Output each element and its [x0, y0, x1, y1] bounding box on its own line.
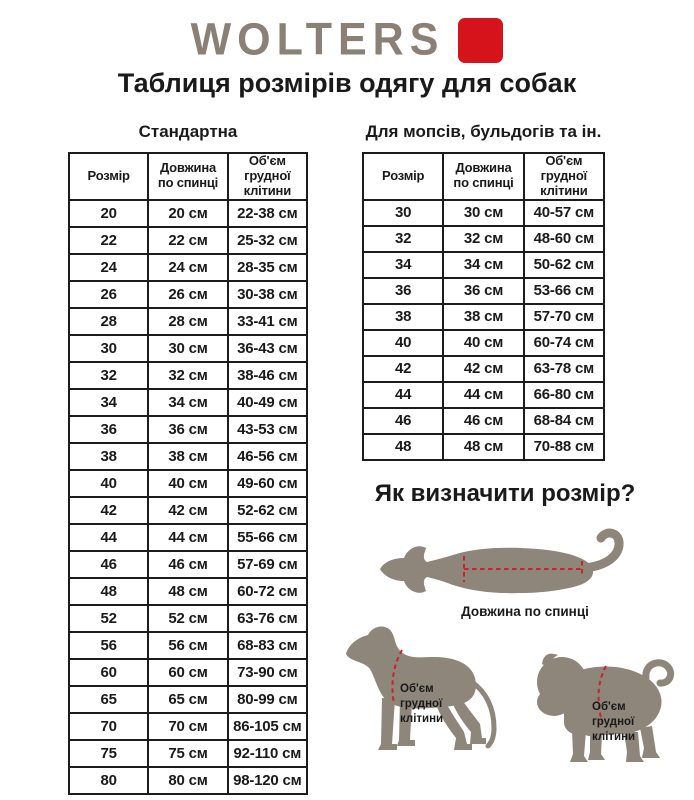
bulldog-front-leg-shape [570, 730, 588, 762]
size-cell: 24 [69, 254, 148, 281]
column-header: Довжина по спинці [148, 153, 227, 200]
size-row [363, 382, 604, 408]
standard-table-caption: Стандартна [138, 122, 238, 141]
size-row [69, 254, 307, 281]
size-cell: 38 [363, 304, 443, 330]
size-row [69, 524, 307, 551]
size-cell: 38-46 см [228, 362, 307, 389]
size-cell: 40 см [148, 470, 227, 497]
standard-size-table [68, 152, 308, 795]
size-cell: 28 [69, 308, 148, 335]
size-cell: 56 [69, 632, 148, 659]
brand-logo-text: WOLTERS [190, 14, 445, 65]
size-cell: 52 [69, 605, 148, 632]
size-cell: 44 см [148, 524, 227, 551]
size-cell: 75 см [148, 740, 227, 767]
size-row [363, 200, 604, 226]
size-cell: 46 см [148, 551, 227, 578]
size-cell: 50-62 см [524, 252, 604, 278]
size-cell: 32 [69, 362, 148, 389]
size-cell: 36 [363, 278, 443, 304]
size-cell: 30 см [148, 335, 227, 362]
back-length-label: Довжина по спинці [461, 604, 589, 619]
dog-top-tail-shape [584, 533, 619, 568]
size-cell: 48 см [443, 434, 523, 460]
size-cell: 63-78 см [524, 356, 604, 382]
size-row [69, 578, 307, 605]
size-cell: 48 [69, 578, 148, 605]
size-row [69, 200, 307, 227]
pug-size-table [362, 152, 605, 461]
size-cell: 65 см [148, 686, 227, 713]
size-cell: 28 см [148, 308, 227, 335]
size-row [69, 686, 307, 713]
size-row [69, 470, 307, 497]
column-header: Об'єм грудної клітини [524, 153, 604, 200]
column-header: Розмір [69, 153, 148, 200]
size-cell: 26 см [148, 281, 227, 308]
size-row [69, 416, 307, 443]
size-cell: 36-43 см [228, 335, 307, 362]
size-row [69, 362, 307, 389]
size-cell: 70-88 см [524, 434, 604, 460]
size-cell: 30 [363, 200, 443, 226]
size-row [363, 278, 604, 304]
size-row [69, 551, 307, 578]
size-cell: 42 [69, 497, 148, 524]
size-cell: 24 см [148, 254, 227, 281]
size-cell: 80 [69, 767, 148, 794]
dog-front-leg-shape [378, 698, 397, 750]
size-cell: 33-41 см [228, 308, 307, 335]
size-cell: 20 см [148, 200, 227, 227]
brand-logo-square-icon [458, 18, 503, 63]
brand-logo [0, 16, 694, 64]
standard-size-table-panel [68, 122, 308, 795]
size-cell: 22-38 см [228, 200, 307, 227]
size-row [363, 304, 604, 330]
size-cell: 40 см [443, 330, 523, 356]
size-cell: 32 см [443, 226, 523, 252]
size-row [69, 632, 307, 659]
size-cell: 66-80 см [524, 382, 604, 408]
size-cell: 55-66 см [228, 524, 307, 551]
size-cell: 86-105 см [228, 713, 307, 740]
size-cell: 60 [69, 659, 148, 686]
size-row [69, 227, 307, 254]
size-cell: 38 см [443, 304, 523, 330]
column-header: Об'єм грудної клітини [228, 153, 307, 200]
size-cell: 30 [69, 335, 148, 362]
size-cell: 46 см [443, 408, 523, 434]
size-cell: 40 [69, 470, 148, 497]
size-cell: 80 см [148, 767, 227, 794]
size-cell: 30-38 см [228, 281, 307, 308]
size-cell: 68-83 см [228, 632, 307, 659]
size-row [363, 252, 604, 278]
header-row [363, 153, 604, 200]
pug-size-table-panel [362, 122, 605, 461]
size-cell: 46-56 см [228, 443, 307, 470]
size-cell: 46 [69, 551, 148, 578]
size-cell: 73-90 см [228, 659, 307, 686]
dog-top-view-illustration [374, 528, 669, 610]
header-row [69, 153, 307, 200]
column-header: Розмір [363, 153, 443, 200]
size-row [363, 226, 604, 252]
size-cell: 57-70 см [524, 304, 604, 330]
size-cell: 20 [69, 200, 148, 227]
size-cell: 60-74 см [524, 330, 604, 356]
size-cell: 25-32 см [228, 227, 307, 254]
size-cell: 48 см [148, 578, 227, 605]
size-cell: 53-66 см [524, 278, 604, 304]
size-row [363, 408, 604, 434]
size-row [363, 356, 604, 382]
size-cell: 52 см [148, 605, 227, 632]
size-cell: 75 [69, 740, 148, 767]
size-cell: 46 [363, 408, 443, 434]
size-cell: 42 см [443, 356, 523, 382]
size-cell: 22 [69, 227, 148, 254]
size-cell: 40-57 см [524, 200, 604, 226]
size-cell: 63-76 см [228, 605, 307, 632]
size-cell: 36 [69, 416, 148, 443]
size-row [69, 740, 307, 767]
size-cell: 38 см [148, 443, 227, 470]
chest-girth-label-bulldog: Об'єм грудної клітини [592, 701, 636, 743]
size-cell: 34 см [148, 389, 227, 416]
size-cell: 43-53 см [228, 416, 307, 443]
column-header: Довжина по спинці [443, 153, 523, 200]
pug-table-caption: Для мопсів, бульдогів та ін. [365, 122, 602, 141]
size-row [363, 330, 604, 356]
size-cell: 48-60 см [524, 226, 604, 252]
size-cell: 56 см [148, 632, 227, 659]
size-cell: 60-72 см [228, 578, 307, 605]
size-cell: 32 см [148, 362, 227, 389]
size-row [69, 308, 307, 335]
size-guide-heading: Як визначити розмір? [374, 480, 636, 507]
size-cell: 52-62 см [228, 497, 307, 524]
size-cell: 68-84 см [524, 408, 604, 434]
size-cell: 36 см [443, 278, 523, 304]
size-cell: 40 [363, 330, 443, 356]
size-cell: 42 см [148, 497, 227, 524]
size-cell: 92-110 см [228, 740, 307, 767]
size-row [69, 767, 307, 794]
size-cell: 34 [69, 389, 148, 416]
size-cell: 57-69 см [228, 551, 307, 578]
size-row [69, 605, 307, 632]
size-cell: 49-60 см [228, 470, 307, 497]
size-cell: 48 [363, 434, 443, 460]
size-row [69, 443, 307, 470]
size-cell: 30 см [443, 200, 523, 226]
size-cell: 32 [363, 226, 443, 252]
size-row [69, 713, 307, 740]
size-cell: 28-35 см [228, 254, 307, 281]
size-cell: 42 [363, 356, 443, 382]
size-cell: 34 [363, 252, 443, 278]
size-cell: 34 см [443, 252, 523, 278]
size-row [69, 281, 307, 308]
size-cell: 44 см [443, 382, 523, 408]
size-cell: 65 [69, 686, 148, 713]
size-cell: 98-120 см [228, 767, 307, 794]
size-cell: 26 [69, 281, 148, 308]
size-cell: 70 см [148, 713, 227, 740]
size-cell: 44 [363, 382, 443, 408]
size-row [69, 389, 307, 416]
page-title: Таблиця розмірів одягу для собак [117, 68, 577, 98]
size-cell: 22 см [148, 227, 227, 254]
size-cell: 80-99 см [228, 686, 307, 713]
size-row [69, 659, 307, 686]
size-row [363, 434, 604, 460]
size-row [69, 335, 307, 362]
chest-girth-label-dog: Об'єм грудної клітини [400, 683, 444, 725]
size-cell: 44 [69, 524, 148, 551]
size-cell: 36 см [148, 416, 227, 443]
size-cell: 60 см [148, 659, 227, 686]
size-cell: 70 [69, 713, 148, 740]
size-cell: 38 [69, 443, 148, 470]
size-cell: 40-49 см [228, 389, 307, 416]
size-row [69, 497, 307, 524]
